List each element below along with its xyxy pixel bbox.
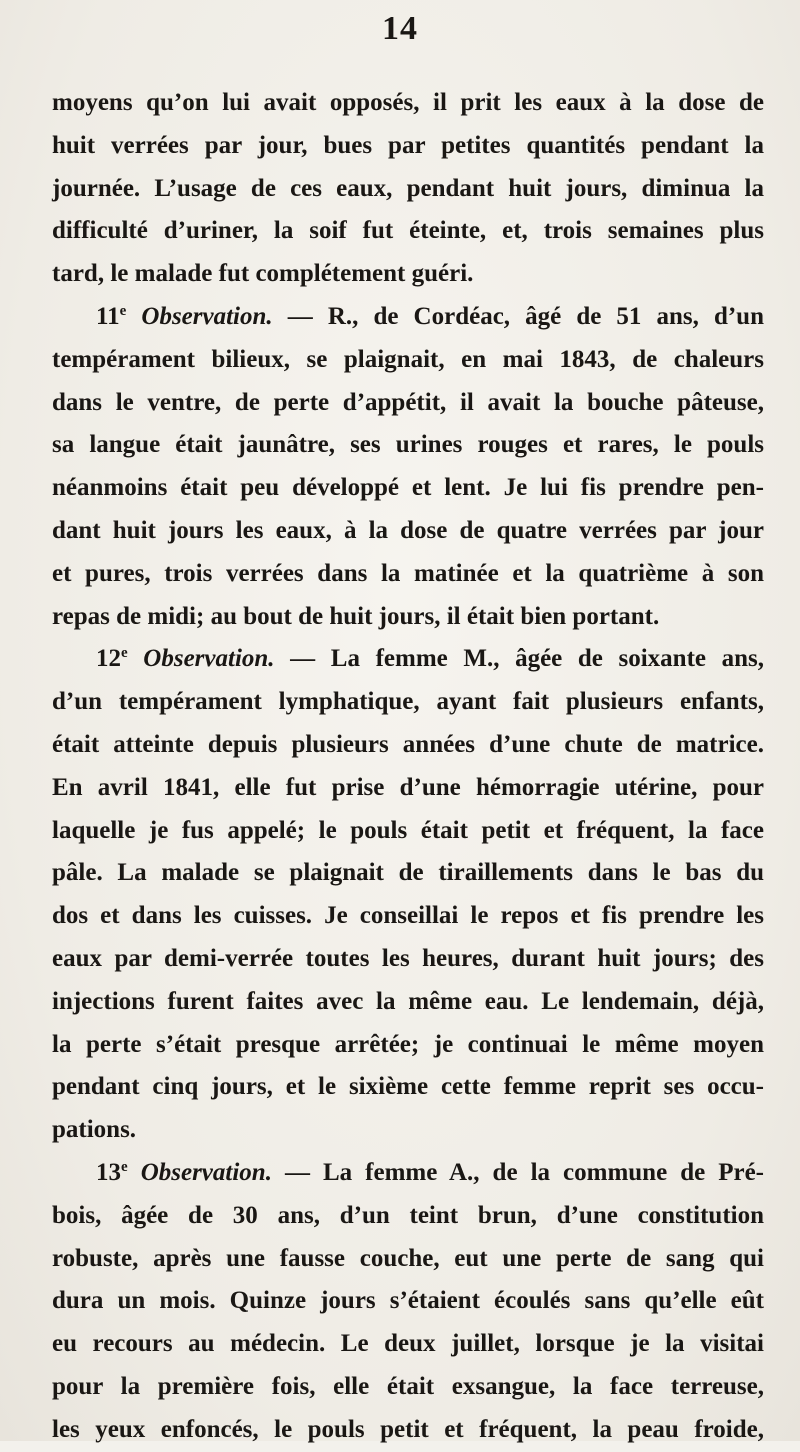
text-line: pations.	[52, 1116, 137, 1144]
observation-number: 11	[96, 302, 120, 330]
ordinal-suffix: e	[121, 645, 128, 662]
observation-heading-line	[52, 296, 764, 339]
text-line: eaux par demi-verrée toutes les heures, durant huit jours; des	[52, 944, 764, 972]
text-line: pour la première fois, elle était exsangue, la face terreuse,	[52, 1372, 764, 1400]
observation-heading-line	[52, 1152, 764, 1195]
text-line: tard, le malade fut complétement guéri.	[52, 260, 474, 288]
observation-title: Observation.	[143, 645, 275, 673]
text-line: eu recours au médecin. Le deux juillet, lorsque je la visitai	[52, 1330, 764, 1358]
observation-text: — R., de Cordéac, âgé de 51 ans, d’un	[272, 302, 764, 330]
text-line: les yeux enfoncés, le pouls petit et fréquent, la peau froide,	[52, 1415, 764, 1443]
text-line: bois, âgée de 30 ans, d’un teint brun, d’une constitution	[52, 1201, 764, 1229]
text-line: d’un tempérament lymphatique, ayant fait plusieurs enfants,	[52, 688, 764, 716]
text-line: robuste, après une fausse couche, eut une perte de sang qui	[52, 1244, 764, 1272]
text-line: dant huit jours les eaux, à la dose de quatre verrées par jour	[52, 516, 764, 544]
observation-number: 13	[96, 1158, 121, 1186]
text-line: repas de midi; au bout de huit jours, il était bien portant.	[52, 602, 660, 630]
text-line: la perte s’était presque arrêtée; je continuai le même moyen	[52, 1030, 764, 1058]
observation-text: — La femme A., de la commune de Pré-	[271, 1158, 765, 1186]
text-line: pâle. La malade se plaignait de tiraillements dans le bas du	[52, 859, 764, 887]
text-line: était atteinte depuis plusieurs années d’une chute de matrice.	[52, 730, 764, 758]
ordinal-suffix: e	[119, 302, 127, 319]
text-line: dos et dans les cuisses. Je conseillai le repos et fis prendre les	[52, 902, 764, 930]
text-line: difficulté d’uriner, la soif fut éteinte, et, trois semaines plus	[52, 217, 764, 245]
text-line: injections furent faites avec la même eau. Le lendemain, déjà,	[52, 987, 764, 1015]
text-line: néanmoins était peu développé et lent. Je lui fis prendre pen-	[52, 474, 764, 502]
text-line: et pures, trois verrées dans la matinée et la quatrième à son	[52, 559, 764, 587]
text-line: journée. L’usage de ces eaux, pendant huit jours, diminua la	[52, 174, 764, 202]
text-line: huit verrées par jour, bues par petites quantités pendant la	[52, 131, 764, 159]
text-line: tempérament bilieux, se plaignait, en mai 1843, de chaleurs	[52, 345, 764, 373]
observation-number: 12	[96, 645, 121, 673]
text-line: En avril 1841, elle fut prise d’une hémorragie utérine, pour	[52, 773, 764, 801]
text-line: dura un mois. Quinze jours s’étaient écoulés sans qu’elle eût	[52, 1287, 764, 1315]
text-line: laquelle je fus appelé; le pouls était petit et fréquent, la face	[52, 816, 764, 844]
ordinal-suffix: e	[121, 1158, 128, 1175]
text-line: sa langue était jaunâtre, ses urines rouges et rares, le pouls	[52, 431, 764, 459]
observation-title: Observation.	[141, 302, 273, 330]
page-number: 14	[382, 10, 418, 47]
text-line: pendant cinq jours, et le sixième cette femme reprit ses occu-	[52, 1073, 764, 1101]
text-line: dans le ventre, de perte d’appétit, il avait la bouche pâteuse,	[52, 388, 764, 416]
text-line: moyens qu’on lui avait opposés, il prit les eaux à la dose de	[52, 89, 764, 116]
body-text	[52, 82, 764, 1452]
observation-heading-line	[52, 638, 764, 681]
observation-text: — La femme M., âgée de soixante ans,	[274, 645, 765, 673]
observation-title: Observation.	[140, 1158, 272, 1186]
